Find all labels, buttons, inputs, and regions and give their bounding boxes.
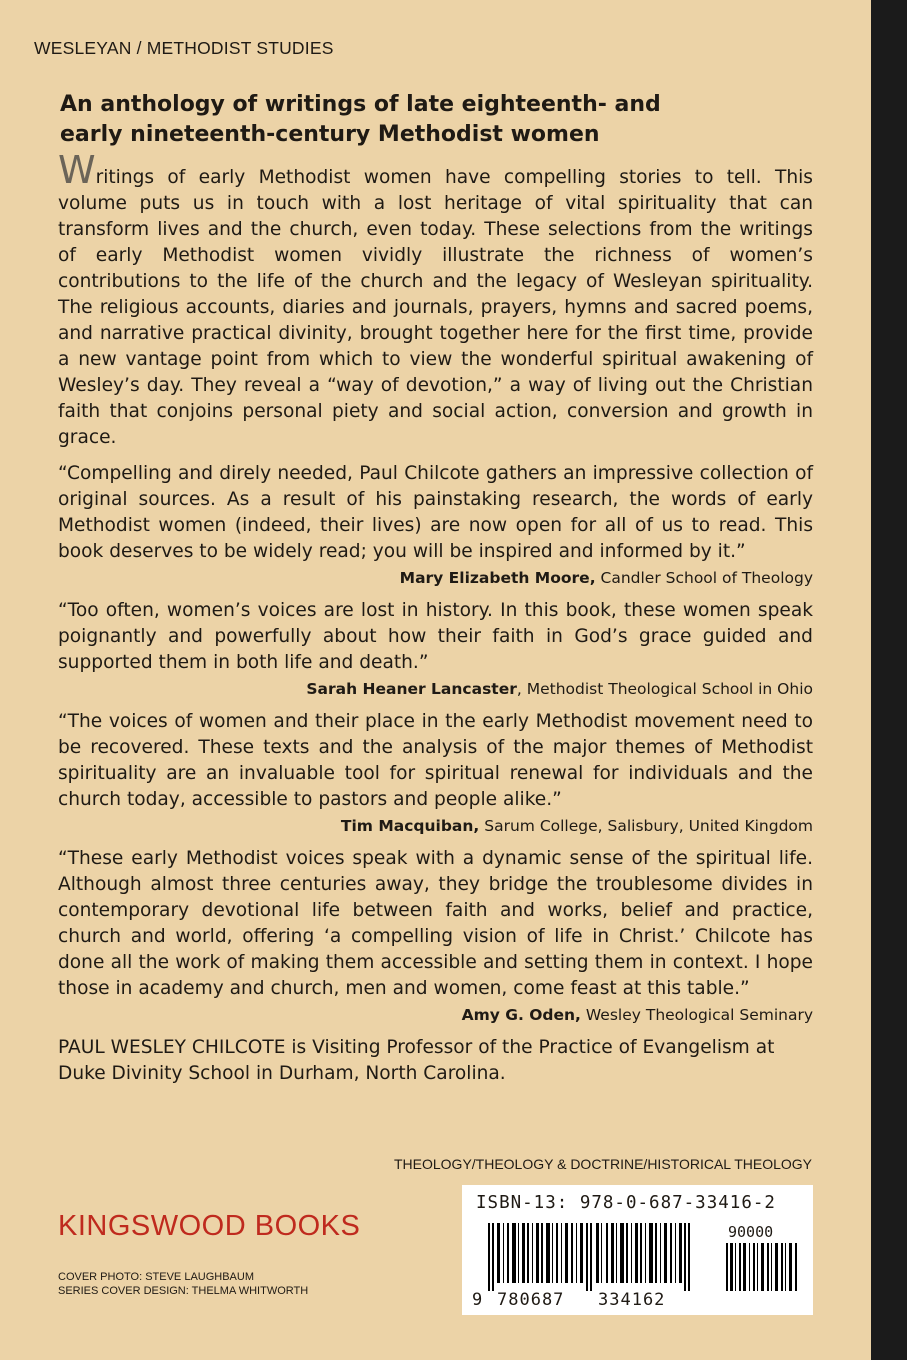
ean13-bars	[472, 1223, 712, 1291]
book-description	[58, 148, 813, 451]
price-addon-number: 90000	[728, 1223, 774, 1241]
headline-line-1: An anthology of writings of late eighteenth- and	[60, 92, 661, 117]
cover-credits	[58, 1270, 308, 1298]
isbn-label: ISBN-13: 978-0-687-33416-2	[476, 1193, 776, 1213]
barcode-digits-left: 780687	[497, 1290, 565, 1310]
endorser-name: Tim Macquiban,	[340, 817, 480, 835]
photo-credit: COVER PHOTO: STEVE LAUGHBAUM	[58, 1271, 255, 1283]
endorser-name: Sarah Heaner Lancaster	[306, 680, 517, 698]
endorser-affiliation: , Methodist Theological School in Ohio	[516, 680, 813, 698]
endorser-name: Mary Elizabeth Moore,	[399, 569, 596, 587]
endorsement-attribution	[58, 567, 813, 589]
isbn-barcode	[462, 1185, 813, 1315]
endorsement-2	[58, 598, 813, 700]
subject-category: THEOLOGY/THEOLOGY & DOCTRINE/HISTORICAL THEOLOGY	[393, 1156, 812, 1172]
endorsement-1	[58, 461, 813, 589]
book-spine-edge	[871, 0, 907, 1360]
price-addon-bars	[724, 1243, 804, 1291]
endorsement-attribution	[58, 1004, 813, 1026]
back-cover-text	[58, 148, 813, 1087]
endorsement-attribution	[58, 815, 813, 837]
author-bio: PAUL WESLEY CHILCOTE is Visiting Professor of the Practice of Evangelism at Duke Divinity School in Durham, North Carolina.	[58, 1037, 775, 1084]
description-body: ritings of early Methodist women have compelling stories to tell. This volume puts us in touch with a lost heritage of vital spirituality that can transform lives and the church, even today. These selections from the writings of early Methodist women vividly illustrate the richness of women’s contributions to the life of the church and the legacy of Wesleyan spirituality. The religious accounts, diaries and journals, prayers, hymns and sacred poems, and narrative practical divinity, brought together here for the first time, provide a new vantage point from which to view the wonderful spiritual awakening of Wesley’s day. They reveal a “way of devotion,” a way of living out the Christian faith that conjoins personal piety and social action, conversion and growth in grace.	[58, 167, 813, 448]
headline-line-2: early nineteenth-century Methodist women	[60, 122, 600, 147]
series-title: WESLEYAN / METHODIST STUDIES	[34, 38, 334, 58]
endorsement-4	[58, 846, 813, 1026]
endorsement-quote: “The voices of women and their place in the early Methodist movement need to be recovered. These texts and the analysis of the major themes of Methodist spirituality are an invaluable tool for spiritual renewal for individuals and the church today, accessible to pastors and people alike.”	[58, 711, 813, 810]
drop-cap-letter: W	[58, 148, 96, 192]
headline	[60, 90, 820, 150]
publisher-logo-text: KINGSWOOD BOOKS	[58, 1210, 361, 1242]
endorser-affiliation: Wesley Theological Seminary	[580, 1006, 813, 1024]
endorsement-quote: “Too often, women’s voices are lost in history. In this book, these women speak poignantly and powerfully about how their faith in God’s grace guided and supported them in both life and death.”	[58, 600, 813, 673]
endorsement-attribution	[58, 678, 813, 700]
endorser-affiliation: Candler School of Theology	[595, 569, 813, 587]
design-credit: SERIES COVER DESIGN: THELMA WHITWORTH	[58, 1285, 309, 1297]
barcode-digits-right: 334162	[598, 1290, 666, 1310]
endorser-name: Amy G. Oden,	[461, 1006, 581, 1024]
endorsement-quote: “Compelling and direly needed, Paul Chilcote gathers an impressive collection of original sources. As a result of his painstaking research, the words of early Methodist women (indeed, their lives) are now open for all of us to read. This book deserves to be widely read; you will be inspired and informed by it.”	[58, 463, 813, 562]
endorser-affiliation: Sarum College, Salisbury, United Kingdom	[479, 817, 813, 835]
barcode-lead-digit: 9	[472, 1290, 483, 1310]
endorsement-quote: “These early Methodist voices speak with a dynamic sense of the spiritual life. Although almost three centuries away, they bridge the troublesome divides in contemporary devotional life between faith and works, belief and practice, church and world, offering ‘a compelling vision of life in Christ.’ Chilcote has done all the work of making them accessible and setting them in context. I hope those in academy and church, men and women, come feast at this table.”	[58, 848, 813, 999]
endorsement-3	[58, 709, 813, 837]
